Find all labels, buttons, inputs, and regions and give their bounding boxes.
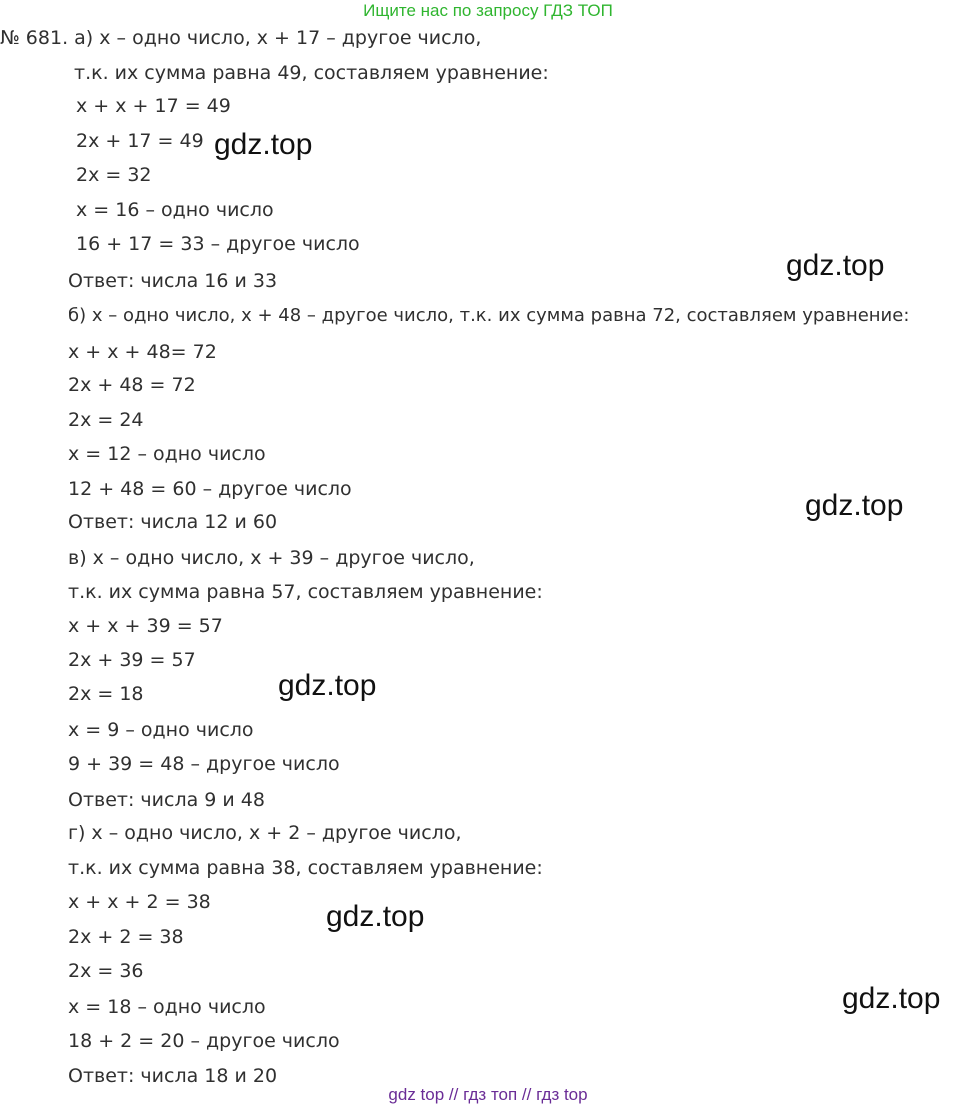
problem-line: б) x – одно число, x + 48 – другое число, т.к. их сумма равна 72, составляем уравнение: <box>68 305 910 326</box>
problem-line: т.к. их сумма равна 49, составляем уравнение: <box>74 62 549 84</box>
answer-line: Ответ: числа 9 и 48 <box>68 789 265 811</box>
problem-line: 2x + 39 = 57 <box>68 649 196 671</box>
answer-line: Ответ: числа 18 и 20 <box>68 1065 278 1087</box>
problem-line: 16 + 17 = 33 – другое число <box>76 233 360 255</box>
footer-links[interactable]: gdz top // гдз топ // гдз top <box>388 1085 588 1104</box>
watermark-gdz-top: gdz.top <box>786 249 885 282</box>
problem-line: т.к. их сумма равна 57, составляем уравнение: <box>68 581 543 603</box>
answer-line: Ответ: числа 12 и 60 <box>68 511 278 533</box>
problem-line: 9 + 39 = 48 – другое число <box>68 753 340 775</box>
problem-line: 2x = 18 <box>68 683 144 705</box>
problem-line: x = 18 – одно число <box>68 996 266 1018</box>
problem-line: 2x = 32 <box>76 164 152 186</box>
problem-line: x + x + 17 = 49 <box>76 95 231 117</box>
answer-line: Ответ: числа 16 и 33 <box>68 270 278 292</box>
problem-line: 2x + 17 = 49 <box>76 130 204 152</box>
watermark-gdz-top: gdz.top <box>326 900 425 933</box>
problem-line: x + x + 48= 72 <box>68 341 217 363</box>
problem-line: x = 16 – одно число <box>76 199 274 221</box>
problem-line: 2x + 2 = 38 <box>68 926 184 948</box>
problem-line: 2x = 24 <box>68 409 144 431</box>
problem-line: в) x – одно число, x + 39 – другое число, <box>68 547 475 569</box>
watermark-gdz-top: gdz.top <box>842 982 941 1015</box>
header-banner[interactable]: Ищите нас по запросу ГДЗ ТОП <box>363 1 613 20</box>
problem-line: x + x + 39 = 57 <box>68 615 223 637</box>
watermark-gdz-top: gdz.top <box>214 128 313 161</box>
watermark-gdz-top: gdz.top <box>805 489 904 522</box>
problem-line: 18 + 2 = 20 – другое число <box>68 1030 340 1052</box>
problem-line: x + x + 2 = 38 <box>68 891 211 913</box>
watermark-gdz-top: gdz.top <box>278 669 377 702</box>
problem-line: 2x = 36 <box>68 960 144 982</box>
problem-line: 2x + 48 = 72 <box>68 374 196 396</box>
problem-line: 12 + 48 = 60 – другое число <box>68 478 352 500</box>
problem-line: № 681. а) x – одно число, x + 17 – другое число, <box>0 27 482 49</box>
problem-line: x = 9 – одно число <box>68 719 254 741</box>
problem-line: x = 12 – одно число <box>68 443 266 465</box>
problem-line: г) x – одно число, x + 2 – другое число, <box>68 822 462 844</box>
problem-line: т.к. их сумма равна 38, составляем уравнение: <box>68 857 543 879</box>
